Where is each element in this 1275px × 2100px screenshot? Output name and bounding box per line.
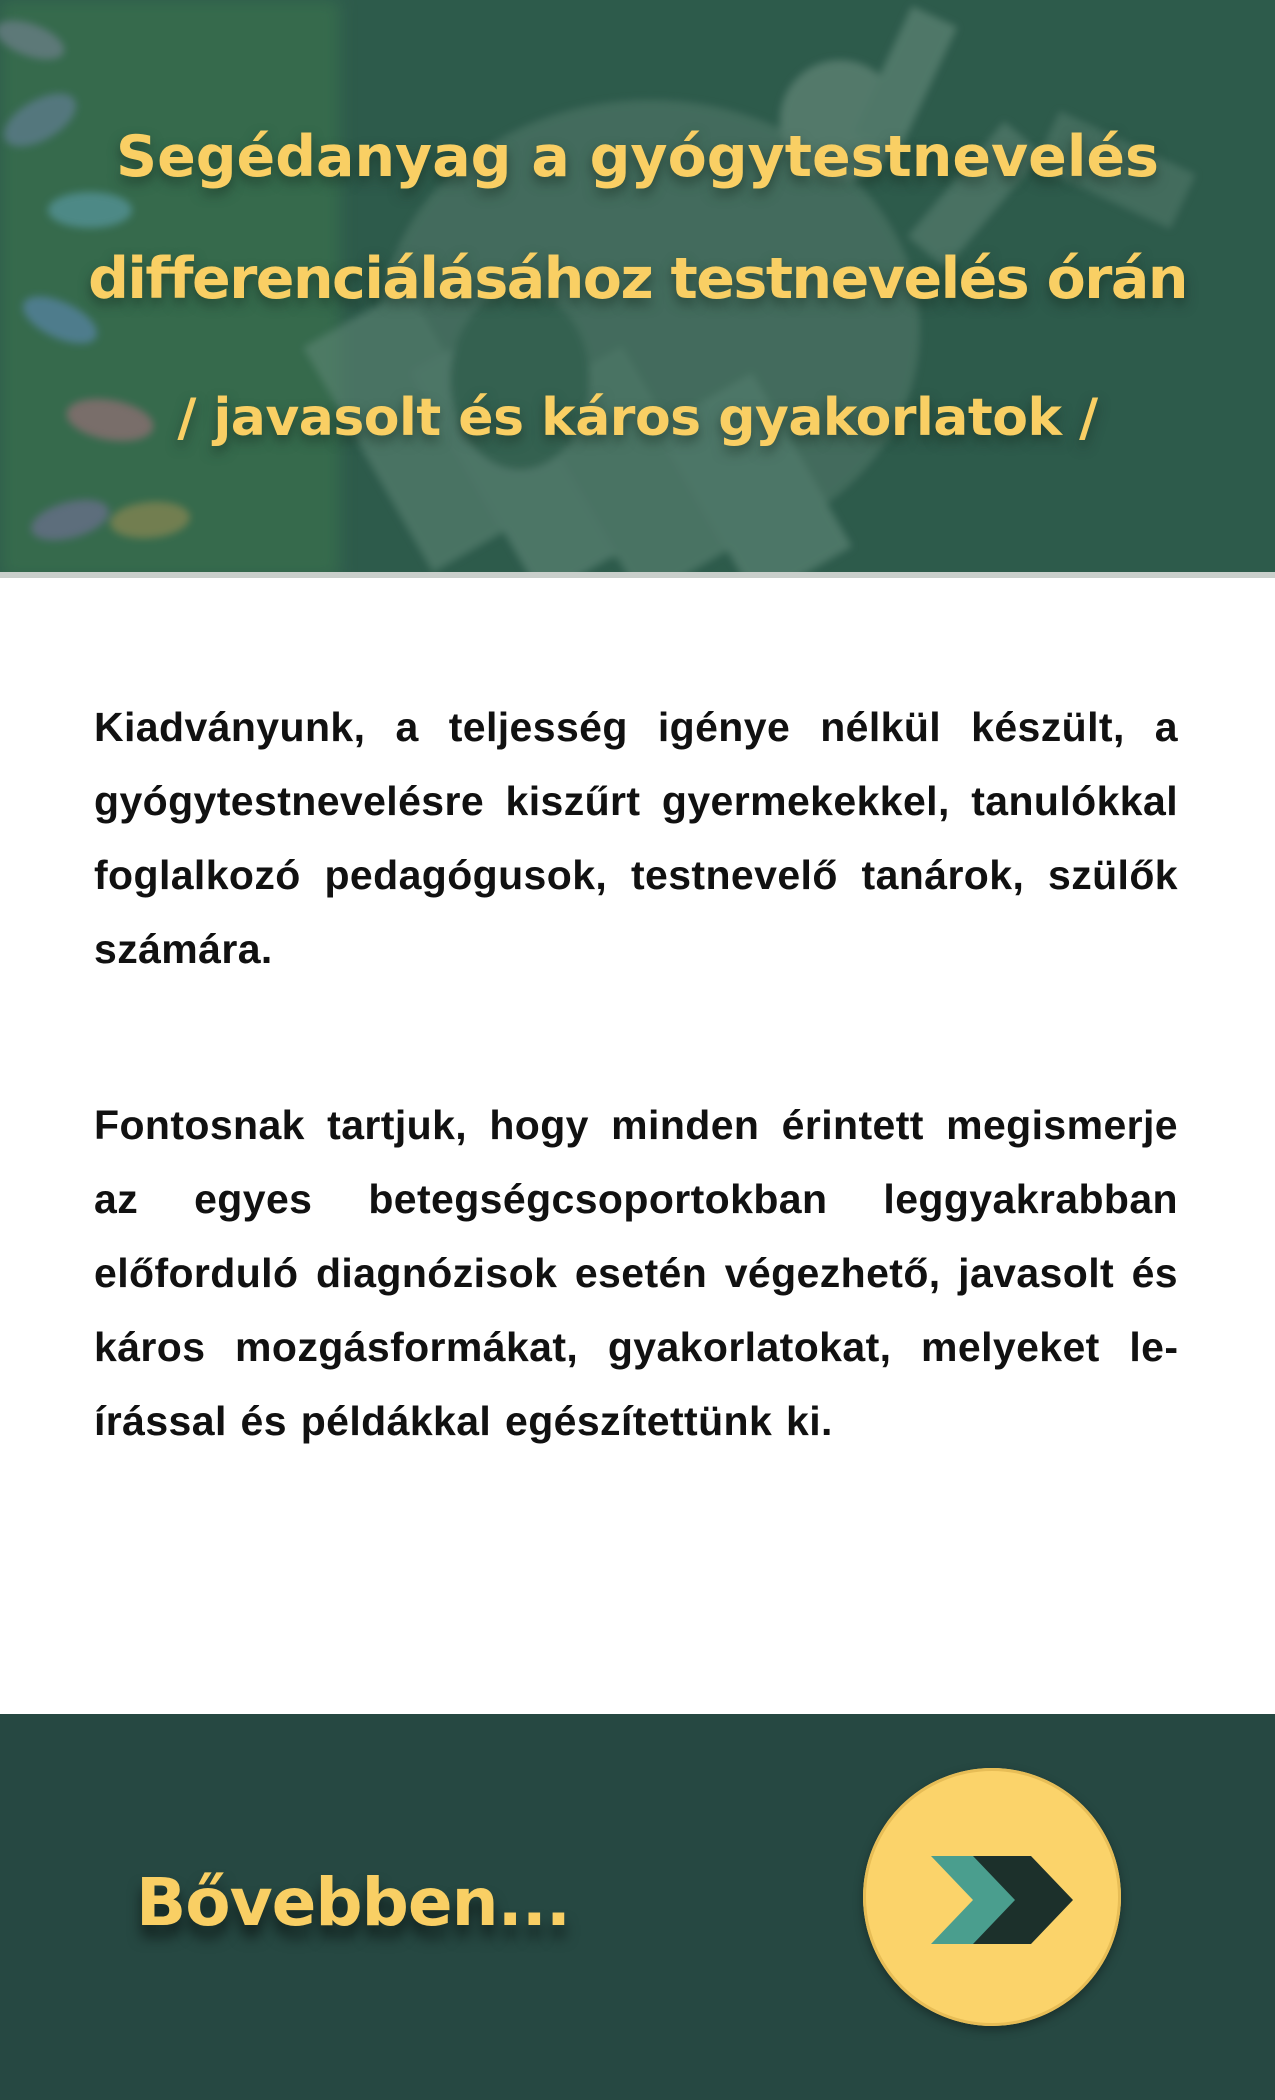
- intro-paragraph: Kiadványunk, a teljesség igénye nélkül készült, a gyógytestnevelésre kiszűrt gyermekekkel, tanulókkal foglalkozó pedagógusok, testnevelő tanárok, szülők számára.: [94, 704, 1178, 972]
- read-more-link[interactable]: Bővebben...: [136, 1864, 570, 1941]
- page-title-line-2: differenciálásához testnevelés órán: [88, 246, 1187, 312]
- page-title-line-1: Segédanyag a gyógytestnevelés: [116, 124, 1159, 190]
- header-banner: [0, 0, 1275, 578]
- purpose-paragraph: Fontosnak tartjuk, hogy minden érintett megismerje az egyes betegségcsoportokban leggyakrabban előforduló diagnózisok esetén végezhető, javasolt és káros mozgásformákat, gyakorlatokat, melyeket leírással és példákkal egészítettünk ki.: [94, 1102, 1178, 1444]
- header-title-block: [0, 0, 1275, 572]
- footer-bar: [0, 1714, 1275, 2100]
- header-bottom-edge: [0, 572, 1275, 578]
- next-button[interactable]: [863, 1768, 1121, 2026]
- content-body: [94, 690, 1178, 1458]
- page-subtitle: / javasolt és káros gyakorlatok /: [177, 388, 1098, 448]
- double-chevron-right-icon: [863, 1768, 1121, 2026]
